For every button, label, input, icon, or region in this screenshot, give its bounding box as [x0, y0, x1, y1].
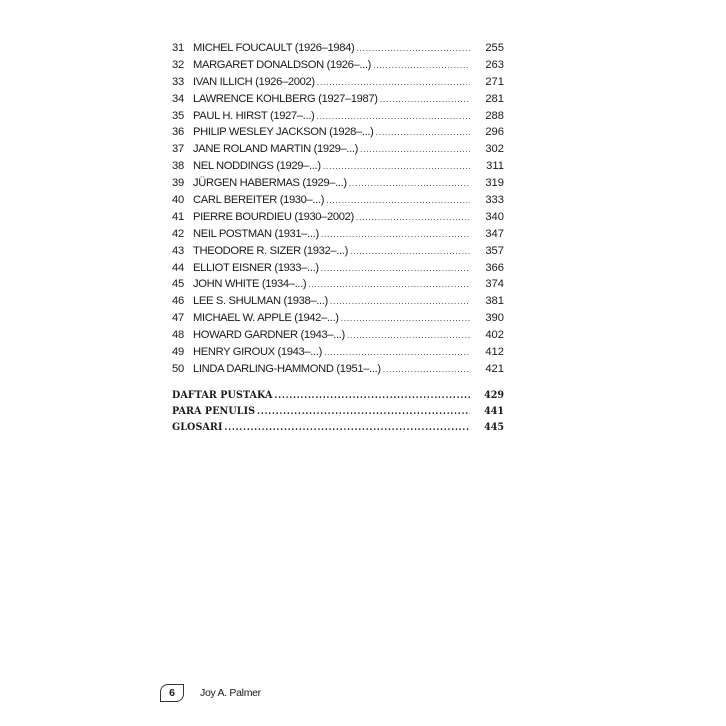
toc-entry[interactable] — [172, 108, 504, 125]
entry-title: JOHN WHITE (1934–...) — [193, 278, 307, 291]
entry-title: MARGARET DONALDSON (1926–...) — [193, 58, 372, 71]
entry-page: 263 — [485, 58, 504, 71]
entry-number: 47 — [172, 312, 185, 325]
toc-entry[interactable] — [172, 243, 504, 260]
entry-page: 255 — [485, 42, 504, 54]
entry-number: 35 — [172, 109, 185, 122]
entry-number: 38 — [172, 160, 185, 173]
toc-back-matter — [172, 387, 504, 436]
entry-title: MICHEL FOUCAULT (1926–1984) — [193, 42, 355, 54]
page-number: 6 — [169, 687, 175, 699]
entry-number: 41 — [172, 210, 185, 223]
dot-leader — [321, 260, 470, 277]
page-footer — [160, 683, 261, 703]
entry-page: 390 — [485, 312, 504, 325]
dot-leader — [356, 209, 470, 226]
dot-leader — [383, 361, 470, 378]
footer-author: Joy A. Palmer — [200, 687, 261, 699]
entry-number: 48 — [172, 329, 185, 342]
entry-number: 32 — [172, 58, 185, 71]
back-entry-page: 429 — [484, 388, 504, 401]
entry-page: 357 — [485, 244, 504, 257]
entry-title: IVAN ILLICH (1926–2002) — [193, 75, 315, 88]
entry-page: 296 — [485, 126, 504, 139]
entry-page: 333 — [485, 194, 504, 207]
toc-entry[interactable] — [172, 74, 504, 91]
dot-leader — [321, 226, 470, 243]
entry-title: LINDA DARLING-HAMMOND (1951–...) — [193, 362, 381, 375]
entry-title: NEIL POSTMAN (1931–...) — [193, 227, 319, 240]
dot-leader — [376, 124, 470, 141]
dot-leader — [330, 293, 470, 310]
toc-entry[interactable] — [172, 293, 504, 310]
toc-chapter-list — [172, 40, 504, 378]
dot-leader — [326, 192, 470, 209]
page-number-badge — [160, 684, 184, 702]
entry-title: JANE ROLAND MARTIN (1929–...) — [193, 143, 358, 156]
toc-back-entry[interactable] — [172, 387, 504, 403]
entry-page: 347 — [485, 227, 504, 240]
entry-title: MICHAEL W. APPLE (1942–...) — [193, 312, 339, 325]
entry-number: 44 — [172, 261, 185, 274]
dot-leader — [317, 74, 470, 91]
toc-back-entry[interactable] — [172, 419, 504, 435]
entry-title: CARL BEREITER (1930–...) — [193, 194, 325, 207]
entry-page: 402 — [485, 329, 504, 342]
entry-number: 36 — [172, 126, 185, 139]
toc-entry[interactable] — [172, 226, 504, 243]
entry-title: PHILIP WESLEY JACKSON (1928–...) — [193, 126, 374, 139]
entry-page: 302 — [485, 143, 504, 156]
entry-title: ELLIOT EISNER (1933–...) — [193, 261, 319, 274]
toc-entry[interactable] — [172, 327, 504, 344]
back-entry-page: 441 — [484, 405, 504, 418]
entry-number: 39 — [172, 177, 185, 190]
dot-leader — [380, 91, 470, 108]
dot-leader — [373, 57, 470, 74]
entry-page: 374 — [485, 278, 504, 291]
back-entry-page: 445 — [484, 421, 504, 434]
entry-page: 319 — [485, 177, 504, 190]
entry-page: 311 — [486, 160, 504, 173]
entry-number: 42 — [172, 227, 185, 240]
entry-page: 421 — [485, 362, 504, 375]
dot-leader — [356, 40, 470, 57]
dot-leader — [316, 108, 470, 125]
dot-leader — [275, 388, 470, 404]
entry-page: 340 — [485, 210, 504, 223]
dot-leader — [341, 310, 470, 327]
entry-title: PAUL H. HIRST (1927–...) — [193, 109, 315, 122]
entry-number: 33 — [172, 75, 185, 88]
entry-number: 31 — [172, 42, 185, 54]
dot-leader — [308, 276, 470, 293]
entry-number: 46 — [172, 295, 185, 308]
toc-entry[interactable] — [172, 141, 504, 158]
toc-entry[interactable] — [172, 310, 504, 327]
entry-number: 40 — [172, 194, 185, 207]
toc-entry[interactable] — [172, 344, 504, 361]
entry-number: 45 — [172, 278, 185, 291]
dot-leader — [349, 175, 470, 192]
entry-number: 43 — [172, 244, 185, 257]
dot-leader — [225, 420, 470, 436]
toc-entry[interactable] — [172, 40, 504, 57]
entry-number: 34 — [172, 92, 185, 105]
entry-title: NEL NODDINGS (1929–...) — [193, 160, 321, 173]
entry-title: HENRY GIROUX (1943–...) — [193, 346, 322, 359]
entry-page: 271 — [485, 75, 504, 88]
entry-page: 366 — [485, 261, 504, 274]
entry-title: HOWARD GARDNER (1943–...) — [193, 329, 345, 342]
entry-title: THEODORE R. SIZER (1932–...) — [193, 244, 348, 257]
entry-number: 49 — [172, 346, 185, 359]
entry-page: 412 — [485, 346, 504, 359]
entry-title: LAWRENCE KOHLBERG (1927–1987) — [193, 92, 378, 105]
entry-page: 281 — [485, 92, 504, 105]
toc-entry[interactable] — [172, 124, 504, 141]
entry-title: PIERRE BOURDIEU (1930–2002) — [193, 210, 354, 223]
back-entry-title: PARA PENULIS — [172, 405, 256, 418]
dot-leader — [257, 404, 470, 420]
entry-page: 381 — [485, 295, 504, 308]
entry-number: 50 — [172, 362, 185, 375]
back-entry-title: GLOSARI — [172, 421, 223, 434]
toc-entry[interactable] — [172, 91, 504, 108]
toc-entry[interactable] — [172, 192, 504, 209]
back-entry-title: DAFTAR PUSTAKA — [172, 388, 273, 401]
toc-entry[interactable] — [172, 276, 504, 293]
toc-entry[interactable] — [172, 57, 504, 74]
table-of-contents — [172, 40, 504, 436]
toc-entry[interactable] — [172, 209, 504, 226]
entry-title: JÜRGEN HABERMAS (1929–...) — [193, 177, 347, 190]
toc-entry[interactable] — [172, 361, 504, 378]
toc-entry[interactable] — [172, 158, 504, 175]
entry-title: LEE S. SHULMAN (1938–...) — [193, 295, 328, 308]
dot-leader — [323, 158, 470, 175]
toc-entry[interactable] — [172, 260, 504, 277]
dot-leader — [360, 141, 470, 158]
dot-leader — [347, 327, 470, 344]
entry-page: 288 — [485, 109, 504, 122]
dot-leader — [324, 344, 470, 361]
toc-entry[interactable] — [172, 175, 504, 192]
entry-number: 37 — [172, 143, 185, 156]
dot-leader — [350, 243, 470, 260]
toc-back-entry[interactable] — [172, 403, 504, 419]
